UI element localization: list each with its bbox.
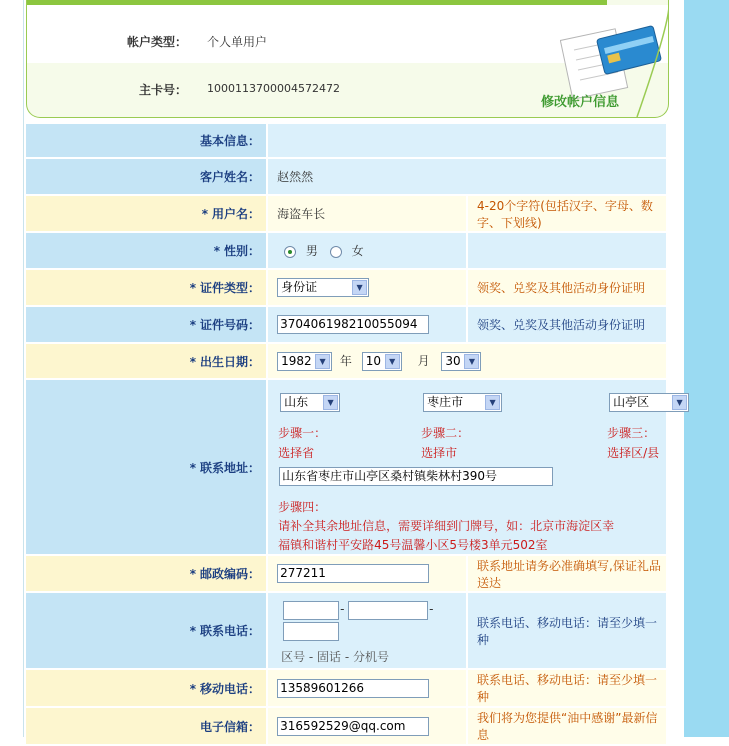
birth-year-select[interactable] bbox=[277, 352, 332, 371]
step2-desc: 选择市 bbox=[421, 446, 458, 460]
customer-name-label: 客户姓名： bbox=[25, 158, 267, 195]
customer-name-value: 赵然然 bbox=[267, 158, 667, 195]
step1-desc: 选择省 bbox=[278, 446, 315, 460]
gender-female-label: 女 bbox=[351, 244, 364, 258]
phone-row bbox=[25, 592, 667, 669]
email-row bbox=[25, 707, 667, 745]
email-hint: 我们将为您提供“油中感谢”最新信息 bbox=[467, 707, 667, 745]
gender-male-label: 男 bbox=[305, 244, 318, 258]
id-type-hint: 领奖、兑奖及其他活动身份证明 bbox=[467, 269, 667, 306]
step3-desc: 选择区/县 bbox=[607, 446, 660, 460]
card-number-label: 主卡号： bbox=[138, 83, 187, 97]
mobile-row bbox=[25, 669, 667, 707]
id-type-row bbox=[25, 269, 667, 306]
birth-month-value: 10 bbox=[365, 353, 382, 368]
postcode-input[interactable]: 277211 bbox=[277, 564, 429, 583]
postcode-row bbox=[25, 555, 667, 592]
username-row bbox=[25, 195, 667, 232]
address-row bbox=[25, 379, 667, 555]
username-label: 用户名： bbox=[212, 207, 261, 221]
username-label-cell bbox=[25, 195, 267, 232]
email-label: 电子信箱： bbox=[25, 707, 267, 745]
dropdown-arrow-icon: ▼ bbox=[385, 354, 400, 369]
gender-options bbox=[267, 232, 467, 269]
month-unit-label: 月 bbox=[417, 353, 430, 368]
required-mark: * bbox=[189, 681, 197, 696]
dropdown-arrow-icon: ▼ bbox=[485, 395, 500, 410]
card-number-value: 1000113700004572472 bbox=[207, 82, 340, 95]
account-form-table bbox=[24, 122, 683, 746]
postcode-hint: 联系地址请务必准确填写,保证礼品送达 bbox=[467, 555, 667, 592]
required-mark: * bbox=[213, 244, 221, 258]
id-type-value: 身份证 bbox=[281, 280, 318, 294]
id-number-hint: 领奖、兑奖及其他活动身份证明 bbox=[467, 306, 667, 343]
province-select[interactable] bbox=[280, 393, 340, 412]
phone-dash-1: - bbox=[340, 601, 345, 616]
right-side-bar bbox=[684, 0, 729, 737]
city-value: 枣庄市 bbox=[427, 395, 464, 409]
account-header-card bbox=[26, 0, 669, 118]
step2-label: 步骤二： bbox=[421, 426, 470, 440]
required-mark: * bbox=[189, 624, 197, 638]
phone-area-input[interactable] bbox=[283, 601, 339, 620]
district-select[interactable] bbox=[609, 393, 689, 412]
phone-hint: 联系电话、移动电话：请至少填一种 bbox=[467, 592, 667, 669]
id-number-label: 证件号码： bbox=[200, 318, 261, 332]
dropdown-arrow-icon: ▼ bbox=[672, 395, 687, 410]
required-mark: * bbox=[189, 354, 197, 369]
gender-male-radio[interactable] bbox=[284, 246, 296, 258]
gender-female-radio[interactable] bbox=[330, 246, 342, 258]
mobile-input[interactable]: 13589601266 bbox=[277, 679, 429, 698]
required-mark: * bbox=[201, 207, 209, 221]
email-input[interactable]: 316592529@qq.com bbox=[277, 717, 429, 736]
district-value: 山亭区 bbox=[613, 395, 650, 409]
step3-label: 步骤三： bbox=[607, 426, 656, 440]
required-mark: * bbox=[189, 281, 197, 295]
step4-label: 步骤四： bbox=[278, 500, 327, 514]
birth-day-select[interactable] bbox=[441, 352, 481, 371]
id-type-label: 证件类型： bbox=[200, 281, 261, 295]
birth-date-row bbox=[25, 343, 667, 379]
address-label: 联系地址： bbox=[200, 460, 261, 475]
address-detail-input[interactable]: 山东省枣庄市山亭区桑村镇柴林村390号 bbox=[279, 467, 553, 486]
edit-account-link[interactable]: 修改帐户信息 bbox=[541, 95, 620, 110]
phone-label: 联系电话： bbox=[200, 624, 261, 638]
dropdown-arrow-icon: ▼ bbox=[323, 395, 338, 410]
header-accent-line bbox=[27, 0, 607, 5]
step1-label: 步骤一： bbox=[278, 426, 327, 440]
dropdown-arrow-icon: ▼ bbox=[352, 280, 367, 295]
id-type-select[interactable] bbox=[277, 278, 369, 297]
required-mark: * bbox=[189, 318, 197, 332]
required-mark: * bbox=[189, 567, 197, 581]
phone-ext-input[interactable] bbox=[283, 622, 339, 641]
address-group bbox=[268, 383, 683, 552]
gender-label: 性别： bbox=[224, 244, 261, 258]
phone-format-label: 区号 - 固话 - 分机号 bbox=[281, 649, 389, 664]
username-hint: 4-20个字符(包括汉字、字母、数字、下划线) bbox=[467, 195, 667, 232]
mobile-label: 移动电话： bbox=[200, 681, 261, 696]
account-type-label: 帐户类型： bbox=[126, 35, 187, 49]
account-type-value: 个人单用户 bbox=[207, 35, 268, 49]
phone-group bbox=[273, 598, 466, 664]
mobile-hint: 联系电话、移动电话：请至少填一种 bbox=[467, 669, 667, 707]
birth-day-value: 30 bbox=[445, 353, 461, 368]
dropdown-arrow-icon: ▼ bbox=[315, 354, 330, 369]
phone-dash-2: - bbox=[429, 601, 434, 616]
city-select[interactable] bbox=[423, 393, 502, 412]
phone-number-input[interactable] bbox=[348, 601, 428, 620]
customer-name-row bbox=[25, 158, 667, 195]
step4-desc: 请补全其余地址信息，需要详细到门牌号，如：北京市海淀区幸福镇和谐村平安路45号温馨小区5号楼3单元502室 bbox=[278, 519, 615, 552]
header-corner-curve bbox=[627, 5, 669, 117]
basic-info-label: 基本信息： bbox=[25, 123, 267, 158]
id-number-row bbox=[25, 306, 667, 343]
dropdown-arrow-icon: ▼ bbox=[464, 354, 479, 369]
basic-info-row bbox=[25, 123, 667, 158]
birth-year-value: 1982 bbox=[281, 353, 312, 368]
id-number-input[interactable]: 370406198210055094 bbox=[277, 315, 429, 334]
username-value: 海盗车长 bbox=[267, 195, 467, 232]
gender-row bbox=[25, 232, 667, 269]
birth-date-label: 出生日期： bbox=[200, 354, 261, 369]
birth-month-select[interactable] bbox=[362, 352, 402, 371]
required-mark: * bbox=[189, 460, 197, 475]
postcode-label: 邮政编码： bbox=[200, 567, 261, 581]
province-value: 山东 bbox=[284, 395, 309, 409]
year-unit-label: 年 bbox=[339, 353, 352, 368]
